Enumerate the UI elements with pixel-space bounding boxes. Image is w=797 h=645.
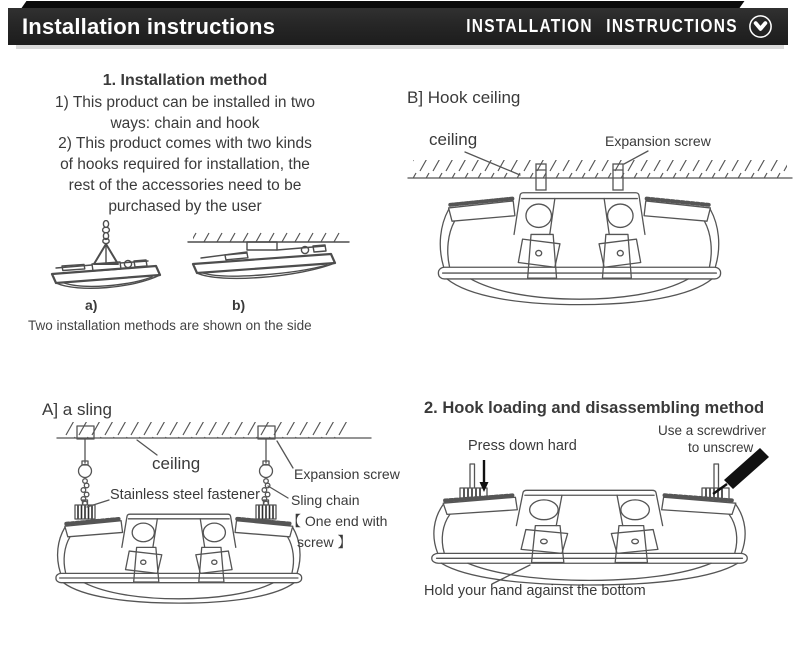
ceiling-hatch — [65, 422, 347, 438]
ceiling-label: ceiling — [429, 130, 478, 149]
screwdriver-label-line1: Use a screwdriver — [658, 423, 767, 438]
figure-b-label: b) — [232, 297, 246, 313]
stainless-steel-fastener-label: Stainless steel fastener — [110, 487, 260, 503]
expansion-screw-label: Expansion screw — [605, 133, 711, 149]
hook-ceiling-heading: B] Hook ceiling — [407, 88, 521, 107]
sling-chain-line: screw 】 — [297, 534, 352, 550]
lamp-drawing — [56, 514, 302, 603]
figure-a-label: a) — [85, 297, 98, 313]
lamp-drawing — [432, 490, 747, 585]
press-down-arrow — [480, 460, 489, 492]
screwdriver-label-line2: to unscrew — [688, 440, 754, 455]
figures-caption: Two installation methods are shown on the side — [28, 318, 312, 333]
instruction-line: rest of the accessories need to be — [68, 176, 302, 194]
ceiling-label: ceiling — [152, 454, 201, 473]
instruction-line: ways: chain and hook — [110, 114, 260, 132]
hold-bottom-label: Hold your hand against the bottom — [424, 583, 646, 599]
expansion-screw-label: Expansion screw — [294, 466, 400, 482]
instruction-line: 2) This product comes with two kinds — [58, 135, 312, 153]
header-caps-title: INSTALLATION INSTRUCTIONS — [466, 16, 738, 36]
ceiling-hatch — [413, 160, 787, 178]
sling-chain-label — [287, 490, 388, 553]
header-right-group — [422, 13, 774, 40]
expand-button[interactable] — [747, 13, 774, 40]
installation-method-text — [5, 93, 365, 217]
instruction-line: purchased by the user — [108, 197, 262, 215]
chevron-down-circle-icon — [747, 13, 774, 40]
hook-loading-heading: 2. Hook loading and disassembling method — [424, 399, 765, 417]
instruction-line: of hooks required for installation, the — [60, 156, 310, 174]
figure-b-diagram — [185, 232, 357, 298]
instruction-line: 1) This product can be installed in two — [55, 94, 315, 111]
header-banner — [8, 8, 788, 45]
sling-chain-line: 【 One end with — [287, 513, 388, 529]
figure-a-diagram — [48, 220, 170, 296]
sling-chain-line: Sling chain — [291, 492, 360, 508]
lamp-drawing — [438, 193, 720, 305]
press-down-label: Press down hard — [468, 438, 577, 454]
page-title: Installation instructions — [22, 13, 276, 39]
sling-heading: A] a sling — [42, 400, 112, 419]
installation-method-heading: 1. Installation method — [102, 72, 268, 89]
